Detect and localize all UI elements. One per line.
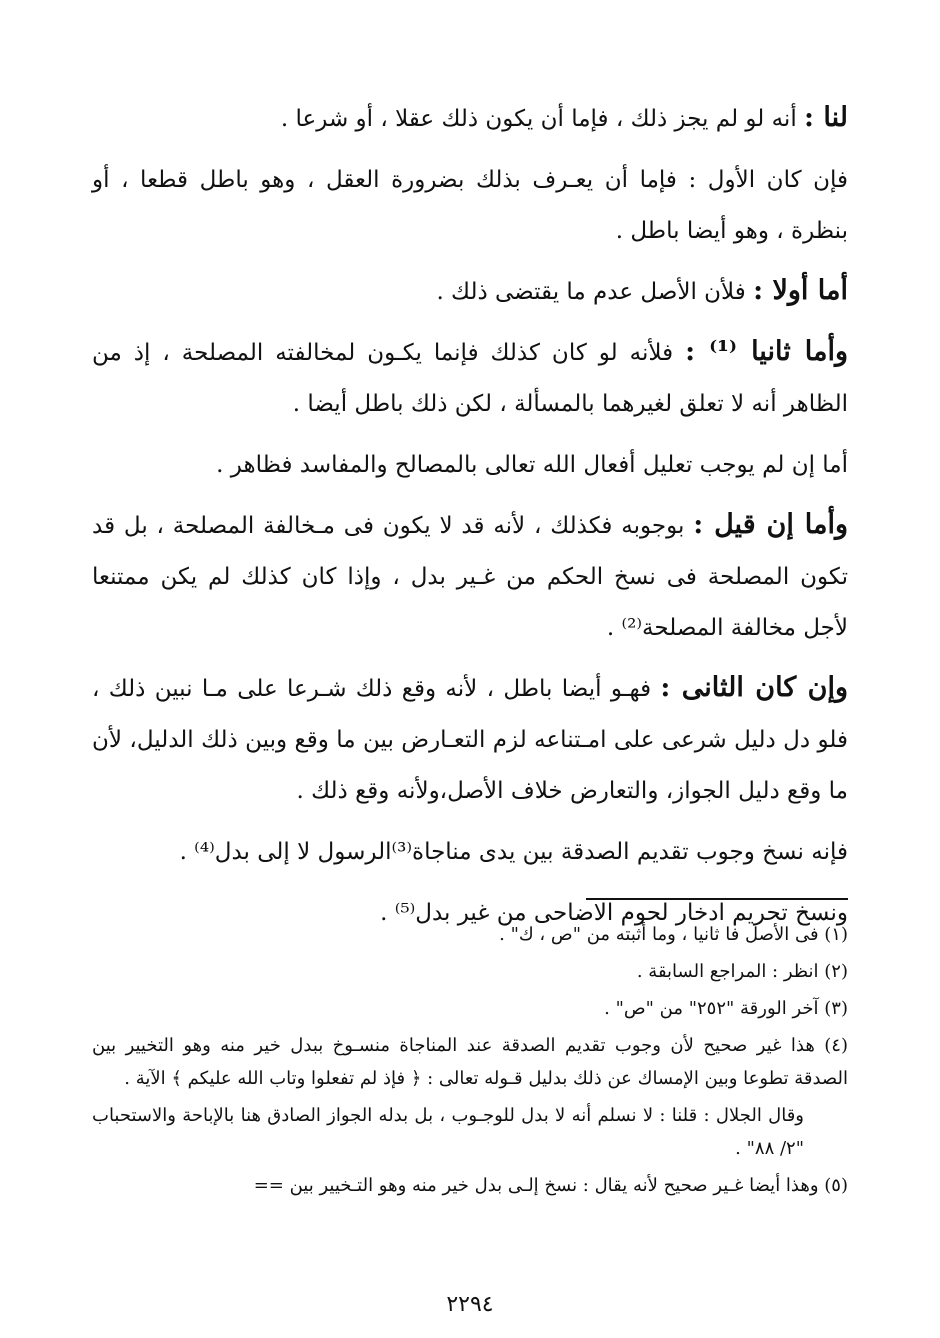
paragraph-text: فلأنه لو كان كذلك فإنما يكـون لمخالفته المصلحة ، إذ من الظاهر أنه لا تعلق لغيرهما بالمسألة ، لكن ذلك باطل أيضا . <box>92 340 848 417</box>
paragraph-3 <box>92 265 848 318</box>
paragraph-text: فإن كان الأول : فإما أن يعـرف بذلك بضرورة العقل ، وهو باطل قطعا ، أو بنظرة ، وهو أيضا باطل . <box>92 167 848 244</box>
footnote-4-continuation: وقال الجلال : قلنا : لا نسلم أنه لا بدل للوجـوب ، بل بدله الجواز الصادق هنا بالإباحة والاستحباب "٢/ ٨٨" . <box>92 1105 804 1159</box>
paragraph-text: بوجوبه فكذلك ، لأنه قد لا يكون فى مـخالفة المصلحة ، بل قد تكون المصلحة فى نسخ الحكم من غـير بدل ، وإذا كان كذلك لم يكن ممتنعا لأجل مخالفة المصلحة⁽²⁾ . <box>92 513 848 641</box>
footnote-3: (٣) آخر الورقة "٢٥٢" من "ص" . <box>604 998 848 1019</box>
paragraph-text: أما إن لم يوجب تعليل أفعال الله تعالى بالمصالح والمفاسد فظاهر . <box>216 452 848 478</box>
paragraph-text: فلأن الأصل عدم ما يقتضى ذلك . <box>436 279 746 305</box>
paragraph-6 <box>92 499 848 654</box>
footnote-5: (٥) وهذا أيضا غـير صحيح لأنه يقال : نسخ إلـى بدل خير منه وهو التـخيير بين == <box>253 1175 848 1196</box>
main-text <box>92 92 848 947</box>
paragraph-lead: وأما ثانيا ⁽¹⁾ : <box>685 336 848 367</box>
paragraph-1 <box>92 92 848 145</box>
paragraph-text: ونسخ تحريم ادخار لحوم الاضاحى من غير بدل⁽⁵⁾ . <box>380 900 848 926</box>
paragraph-lead: لنا : <box>804 102 848 133</box>
page-number: ٢٢٩٤ <box>446 1292 494 1317</box>
paragraph-lead: وإن كان الثانى : <box>660 672 848 703</box>
paragraph-text: فإنه نسخ وجوب تقديم الصدقة بين يدى مناجاة⁽³⁾الرسول لا إلى بدل⁽⁴⁾ . <box>179 839 848 865</box>
paragraph-4 <box>92 326 848 430</box>
footnote-4: (٤) هذا غير صحيح لأن وجوب تقديم الصدقة عند المناجاة منسـوخ ببدل خير منه وهو التخيير بين الصدقة تطوعا وبين الإمساك عن ذلك بدليل قـوله تعالى : ﴿ فإذ لم تفعلوا وتاب الله عليكم ﴾ الآية . <box>92 1035 848 1089</box>
paragraph-7 <box>92 662 848 817</box>
paragraph-lead: وأما إن قيل : <box>693 509 849 540</box>
footnote-2: (٢) انظر : المراجع السابقة . <box>636 961 848 982</box>
paragraph-text: أنه لو لم يجز ذلك ، فإما أن يكون ذلك عقلا ، أو شرعا . <box>280 106 797 132</box>
footnote-1: (١) فى الأصل فا ثانيا ، وما أثبته من "ص ، ك" . <box>499 924 848 945</box>
paragraph-2 <box>92 153 848 257</box>
footnotes <box>92 918 848 1206</box>
paragraph-lead: أما أولا : <box>753 275 848 306</box>
paragraph-8 <box>92 825 848 878</box>
footnote-divider <box>586 898 848 900</box>
paragraph-text: فهـو أيضا باطل ، لأنه وقع ذلك شـرعا على مـا نبين ذلك ، فلو دل دليل شرعى على امـتناعه لزم التعـارض بين ما وقع وبين ذلك الدليل، لأن ما وقع دليل الجواز، والتعارض خلاف الأصل،ولأنه وقع ذلك . <box>92 676 848 804</box>
paragraph-5 <box>92 438 848 491</box>
